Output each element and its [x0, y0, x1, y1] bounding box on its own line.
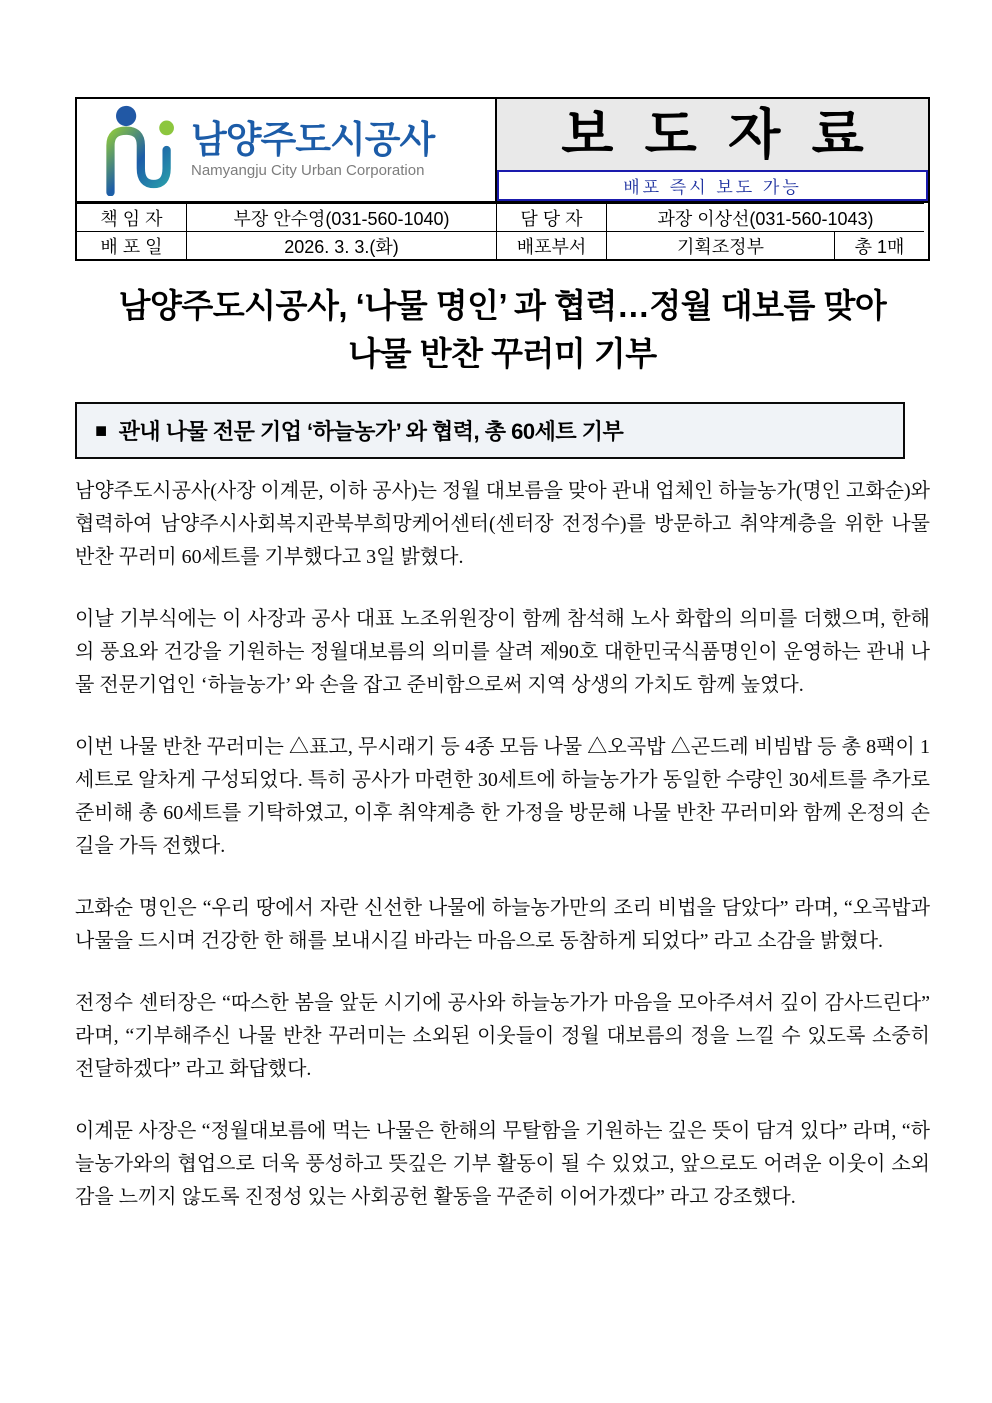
embargo-notice: 배포 즉시 보도 가능 [497, 170, 928, 201]
label-responsible: 책 임 자 [77, 203, 187, 231]
masthead-right [497, 99, 928, 201]
square-bullet-icon: ■ [95, 419, 107, 442]
corporation-logo-icon [93, 104, 185, 196]
value-release-dept: 기획조정부 [607, 231, 835, 259]
body-paragraph: 이계문 사장은 “정월대보름에 먹는 나물은 한해의 무탈함을 기원하는 깊은 뜻이 담겨 있다” 라며, “하늘농가와의 협업으로 더욱 풍성하고 뜻깊은 기부 활동이 될 수 있었고, 앞으로도 어려운 이웃이 소외감을 느끼지 않도록 진정성 있는 사회공헌 활동을 꾸준히 이어가겠다” 라고 강조했다. [75, 1120, 930, 1208]
masthead [75, 97, 930, 203]
body-paragraph: 남양주도시공사(사장 이계문, 이하 공사)는 정월 대보름을 맞아 관내 업체인 하늘농가(명인 고화순)와 협력하여 남양주시사회복지관북부희망케어센터(센터장 전정수)를 방문하고 취약계층을 위한 나물 반찬 꾸러미 60세트를 기부했다고 3일 밝혔다. [75, 480, 930, 568]
summary-text: 관내 나물 전문 기업 ‘하늘농가’ 와 협력, 총 60세트 기부 [118, 419, 624, 444]
body-paragraph: 이날 기부식에는 이 사장과 공사 대표 노조위원장이 함께 참석해 노사 화합의 의미를 더했으며, 한해의 풍요와 건강을 기원하는 정월대보름의 의미를 살려 제90호 대한민국식품명인이 운영하는 관내 나물 전문기업인 ‘하늘농가’ 와 손을 잡고 준비함으로써 지역 상생의 가치도 함께 높였다. [75, 608, 930, 696]
label-release-dept: 배포부서 [497, 231, 607, 259]
headline-line2: 나물 반찬 꾸러미 기부 [348, 335, 657, 372]
press-release-title: 보도자료 [497, 99, 928, 170]
article-headline [75, 282, 930, 378]
value-responsible: 부장 안수영(031-560-1040) [187, 203, 497, 231]
logo-text [191, 119, 434, 181]
page-count: 총 1매 [835, 231, 924, 259]
headline-line1: 남양주도시공사, ‘나물 명인’ 과 협력…정월 대보름 맞아 [118, 287, 887, 324]
body-paragraph: 전정수 센터장은 “따스한 봄을 앞둔 시기에 공사와 하늘농가가 마음을 모아주셔서 깊이 감사드린다” 라며, “기부해주신 나물 반찬 꾸러미는 소외된 이웃들이 정월 대보름의 정을 느낄 수 있도록 소중히 전달하겠다” 라고 화답했다. [75, 992, 930, 1080]
summary-box [75, 402, 905, 459]
body-paragraph: 고화순 명인은 “우리 땅에서 자란 신선한 나물에 하늘농가만의 조리 비법을 담았다” 라며, “오곡밥과 나물을 드시며 건강한 한 해를 보내시길 바라는 마음으로 동참하게 되었다” 라고 소감을 밝혔다. [75, 897, 930, 952]
label-contact: 담 당 자 [497, 203, 607, 231]
logo-korean-name: 남양주도시공사 [191, 119, 435, 160]
label-release-date: 배 포 일 [77, 231, 187, 259]
contact-info-table [75, 203, 930, 261]
article-body [75, 475, 930, 1214]
value-contact: 과장 이상선(031-560-1043) [607, 203, 924, 231]
value-release-date: 2026. 3. 3.(화) [187, 231, 497, 259]
logo-english-name: Namyangju City Urban Corporation [191, 162, 425, 179]
logo [77, 99, 497, 201]
body-paragraph: 이번 나물 반찬 꾸러미는 △표고, 무시래기 등 4종 모듬 나물 △오곡밥 △곤드레 비빔밥 등 총 8팩이 1세트로 알차게 구성되었다. 특히 공사가 마련한 30세트에 하늘농가가 동일한 수량인 30세트를 추가로 준비해 총 60세트를 기탁하였고, 이후 취약계층 한 가정을 방문해 나물 반찬 꾸러미와 함께 온정의 손길을 가득 전했다. [75, 736, 930, 857]
